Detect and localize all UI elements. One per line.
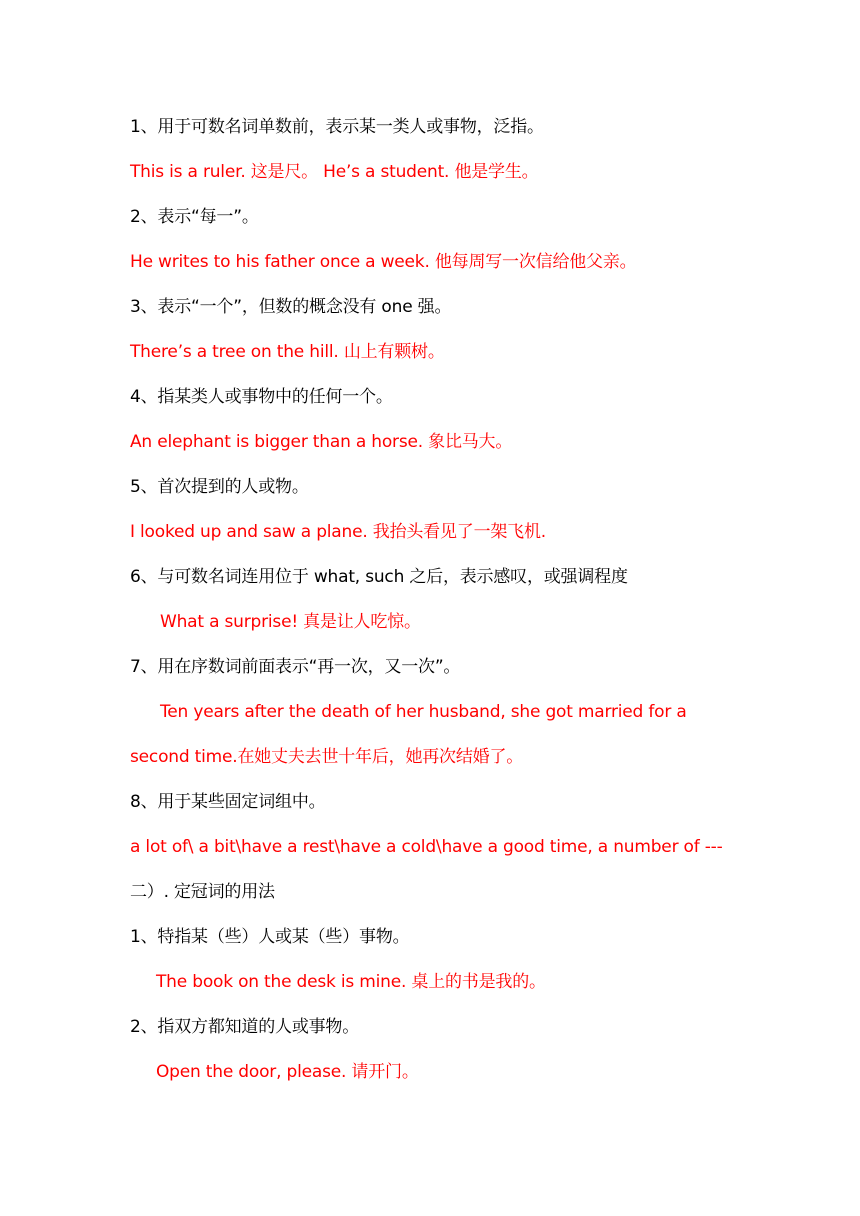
rule-8-heading: 8、用于某些固定词组中。 <box>130 792 326 812</box>
rule-3-example: There’s a tree on the hill. 山上有颗树。 <box>130 342 445 362</box>
rule-2-heading: 2、表示“每一”。 <box>130 207 259 227</box>
rule-3-heading: 3、表示“一个”，但数的概念没有 one 强。 <box>130 297 452 317</box>
rule-1-example: This is a ruler. 这是尺。 He’s a student. 他是学生。 <box>130 162 539 182</box>
definite-rule-1-example: The book on the desk is mine. 桌上的书是我的。 <box>156 972 546 992</box>
rule-8-example: a lot of\ a bit\have a rest\have a cold\have a good time, a number of --- <box>130 837 723 857</box>
rule-6-example: What a surprise! 真是让人吃惊。 <box>160 612 421 632</box>
definite-rule-2-heading: 2、指双方都知道的人或事物。 <box>130 1017 360 1037</box>
definite-rule-2-example: Open the door, please. 请开门。 <box>156 1062 419 1082</box>
section-heading-definite-article: 二）. 定冠词的用法 <box>130 882 275 902</box>
rule-1-heading: 1、用于可数名词单数前，表示某一类人或事物，泛指。 <box>130 117 544 137</box>
definite-rule-1-heading: 1、特指某（些）人或某（些）事物。 <box>130 927 410 947</box>
rule-2-example: He writes to his father once a week. 他每周写一次信给他父亲。 <box>130 252 637 272</box>
rule-6-heading: 6、与可数名词连用位于 what, such 之后，表示感叹，或强调程度 <box>130 567 628 587</box>
rule-7-example-line-1: Ten years after the death of her husband, she got married for a <box>160 702 687 722</box>
rule-4-example: An elephant is bigger than a horse. 象比马大。 <box>130 432 513 452</box>
rule-5-heading: 5、首次提到的人或物。 <box>130 477 309 497</box>
rule-7-example-line-2: second time.在她丈夫去世十年后，她再次结婚了。 <box>130 747 524 767</box>
rule-7-heading: 7、用在序数词前面表示“再一次，又一次”。 <box>130 657 461 677</box>
rule-4-heading: 4、指某类人或事物中的任何一个。 <box>130 387 393 407</box>
rule-5-example: I looked up and saw a plane. 我抬头看见了一架飞机. <box>130 522 546 542</box>
